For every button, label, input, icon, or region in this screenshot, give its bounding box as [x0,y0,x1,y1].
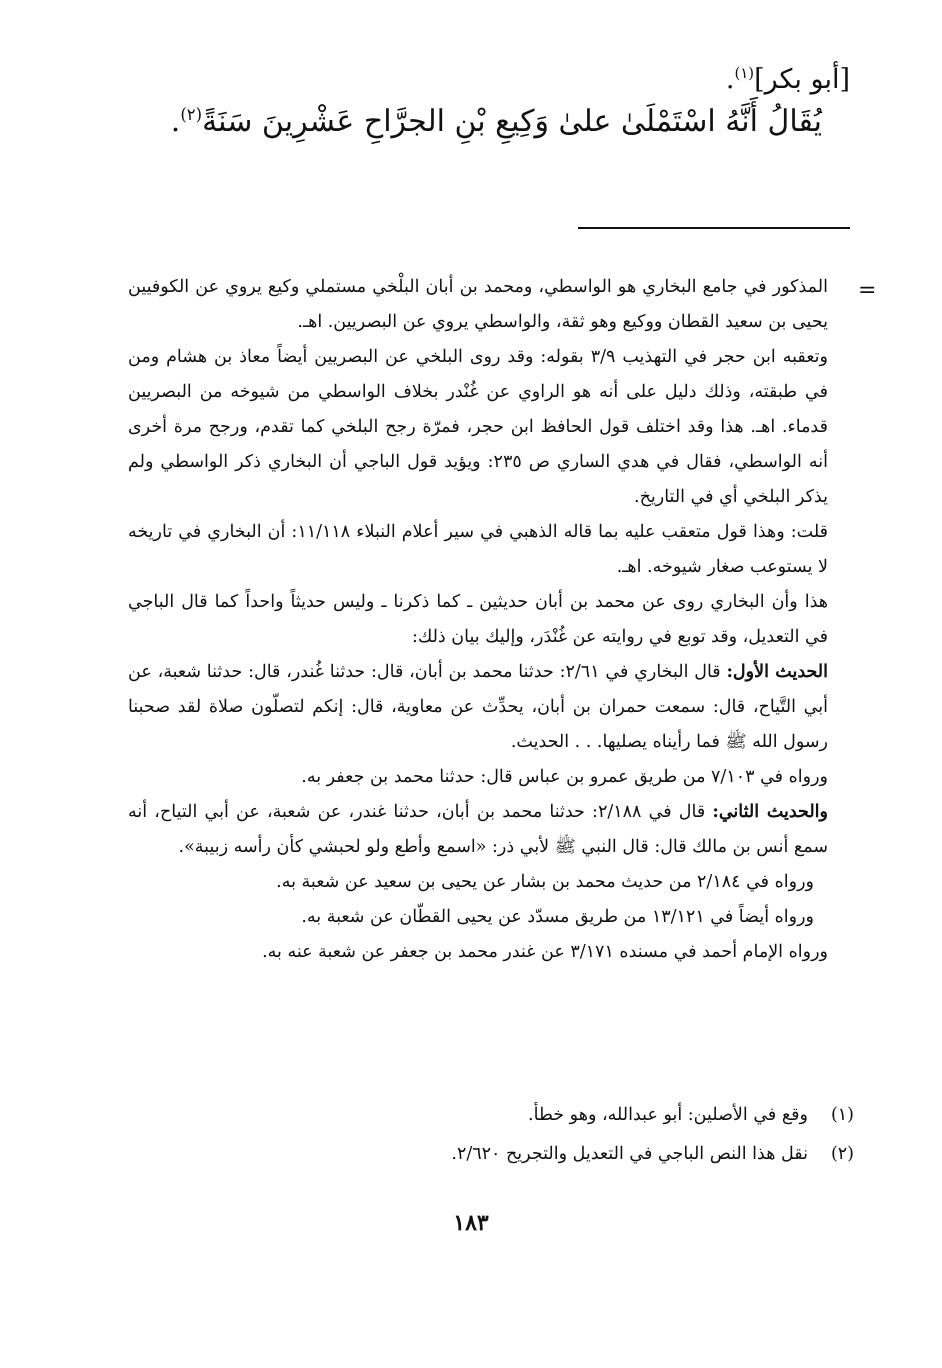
footnote-separator-rule [578,227,850,229]
footnote-ref-1: (١) [734,64,755,82]
hadith-one-other-route: ورواه في ٧/١٠٣ من طريق عمرو بن عباس قال: حدثنا محمد بن جعفر به. [301,767,828,787]
footnote-2-number: (٢) [830,1144,854,1164]
hadith-two-text: قال في ٢/١٨٨: حدثنا محمد بن أبان، حدثنا غندر، عن شعبة، عن أبي التياح، أنه سمع أنس بن مالك قال: قال النبي ﷺ لأبي ذر: «اسمع وأطع ولو لحبشي كأن رأسه زبيبة». [128,802,828,857]
entry-statement-period: . [170,104,181,139]
hadith-one-label: الحديث الأول: [726,662,829,682]
hadith-two-route-2: ورواه أيضاً في ١٣/١٢١ من طريق مسدّد عن يحيى القطّان عن شعبة به. [301,907,814,927]
footnote-2-text: نقل هذا النص الباجي في التعديل والتجريح ٢/٦٢٠. [451,1144,808,1164]
hadith-one-text: قال البخاري في ٢/٦١: حدثنا محمد بن أبان، قال: حدثنا غُندر، قال: حدثنا شعبة، عن أبي التَّياح، قال: سمعت حمران بن أبان، يحدِّث عن معاوية، قال: إنكم لتصلّون صلاة لقد صحبنا رسول الله ﷺ فما رأيناه يصليها. . . الحديث. [128,662,828,752]
entry-name-period: . [725,64,735,95]
entry-name-text: [أبو بكر] [754,64,850,95]
hadith-two-route-1: ورواه في ٢/١٨٤ من حديث محمد بن بشار عن يحيى بن سعيد عن شعبة به. [276,872,814,892]
entry-statement-text: يُقَالُ أَنَّهُ اسْتَمْلَىٰ علىٰ وَكِيعِ بْنِ الجرَّاحِ عَشْرِينَ سَنَةً [202,104,822,139]
hadith-two-route-3: ورواه الإمام أحمد في مسنده ٣/١٧١ عن غندر محمد بن جعفر عن شعبة عنه به. [262,942,828,962]
footnote-1-number: (١) [830,1105,854,1125]
page-number: ١٨٣ [453,1210,489,1236]
continued-footnote-body [128,270,828,970]
note-paragraph-4: هذا وأن البخاري روى عن محمد بن أبان حديثين ـ كما ذكرنا ـ وليس حديثاً واحداً كما قال الباجي في التعديل، وقد توبع في روايته عن غُنْدَر، وإليك بيان ذلك: [128,592,828,647]
note-paragraph-3: قلت: وهذا قول متعقب عليه بما قاله الذهبي في سير أعلام النبلاء ١١/١١٨: أن البخاري في تاريخه لا يستوعب صغار شيوخه. اهـ. [128,522,828,577]
footnote-ref-2: (٢) [180,105,203,124]
footnote-1 [114,1105,854,1125]
hadith-two [128,795,828,865]
note-paragraph-2: وتعقبه ابن حجر في التهذيب ٣/٩ بقوله: وقد روى البلخي عن البصريين أيضاً معاذ بن هشام ومن في طبقته، وذلك دليل على أنه هو الراوي عن غُنْدر بخلاف الواسطي من شيوخه من البصريين قدماء. اهـ. هذا وقد اختلف قول الحافظ ابن حجر، فمرّة رجح البلخي كما تقدم، ورجح مرة أخرى أنه الواسطي، فقال في هدي الساري ص ٢٣٥: ويؤيد قول الباجي أن البخاري ذكر الواسطي ولم يذكر البلخي أي في التاريخ. [128,347,828,507]
entry-statement [171,104,822,139]
entry-name [726,64,850,95]
footnote-2 [114,1144,854,1164]
footnote-1-text: وقع في الأصلين: أبو عبدالله، وهو خطأ. [528,1105,808,1125]
hadith-one [128,655,828,760]
hadith-two-label: والحديث الثاني: [712,802,828,822]
note-paragraph-1: المذكور في جامع البخاري هو الواسطي، ومحمد بن أبان البلْخي مستملي وكيع يروي عن الكوفيين يحيى بن سعيد القطان ووكيع وهو ثقة، والواسطي يروي عن البصريين. اهـ. [128,277,828,332]
continuation-mark: = [858,278,877,303]
